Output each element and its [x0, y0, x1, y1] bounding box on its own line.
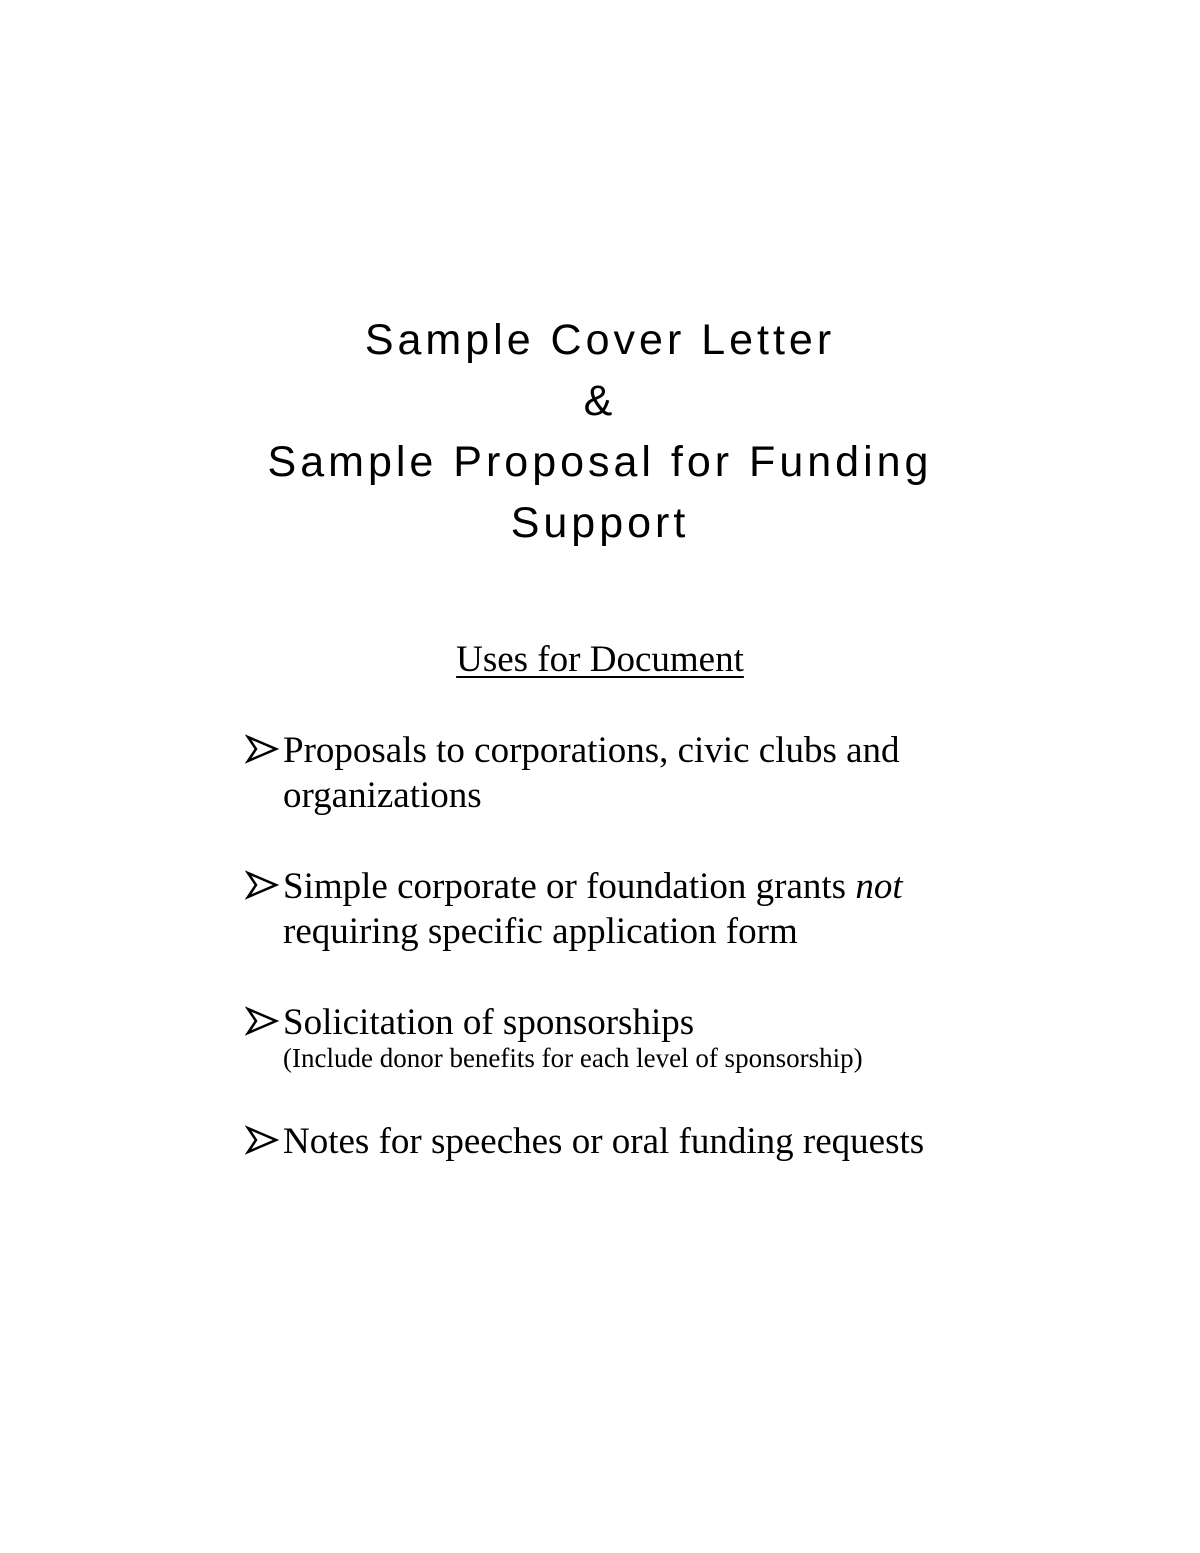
list-item	[245, 1119, 1005, 1164]
title-line-2: &	[583, 377, 617, 425]
list-item-text-end: requiring specific application form	[283, 911, 798, 952]
title-line-1: Sample Cover Letter	[364, 316, 836, 364]
arrowhead-bullet-icon	[245, 732, 279, 766]
list-item-text: Proposals to corporations, civic clubs and organizations	[283, 730, 900, 816]
section-heading: Uses for Document	[456, 639, 744, 680]
arrowhead-bullet-icon	[245, 1123, 279, 1157]
list-item	[245, 864, 1005, 954]
arrowhead-bullet-icon	[245, 1004, 279, 1038]
arrowhead-bullet-icon	[245, 868, 279, 902]
list-item-note: (Include donor benefits for each level of sponsorship)	[283, 1043, 863, 1073]
title-line-3: Sample Proposal for Funding	[267, 438, 933, 486]
list-item-text	[283, 864, 1005, 954]
list-item-text: Notes for speeches or oral funding requests	[283, 1121, 925, 1162]
list-item-text-start: Simple corporate or foundation grants	[283, 866, 856, 907]
list-item	[245, 1000, 1005, 1073]
title-line-4: Support	[510, 499, 690, 547]
document-title	[0, 310, 1200, 554]
list-item	[245, 728, 1005, 818]
list-item-text: Solicitation of sponsorships	[283, 1002, 695, 1043]
emphasis-text: not	[855, 866, 903, 907]
bullet-list	[245, 728, 1005, 1164]
